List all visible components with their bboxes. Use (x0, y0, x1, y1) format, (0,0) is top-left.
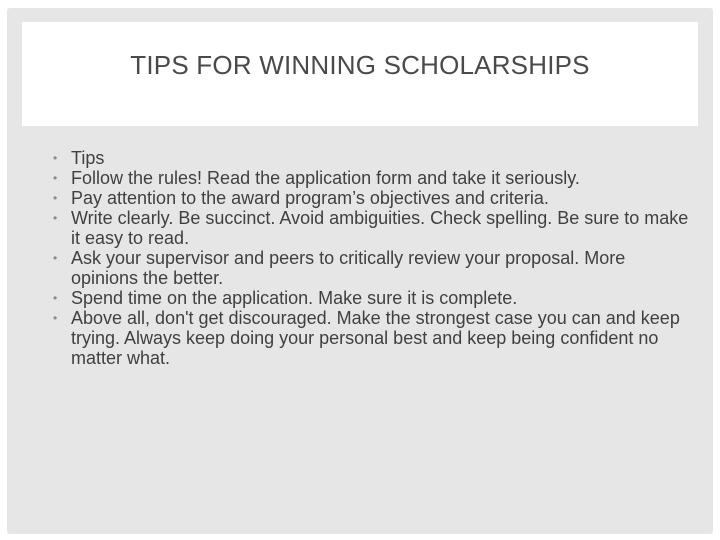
bullet-dot-icon: • (53, 251, 58, 265)
bullet-item (53, 168, 693, 188)
bullet-text: Pay attention to the award program’s objectives and criteria. (71, 188, 549, 208)
bullet-dot-icon: • (53, 151, 58, 165)
bullet-item (53, 248, 693, 288)
bullet-text: Follow the rules! Read the application form and take it seriously. (71, 168, 580, 188)
bullet-list (53, 148, 693, 368)
bullet-dot-icon: • (53, 191, 58, 205)
bullet-dot-icon: • (53, 291, 58, 305)
slide-title: TIPS FOR WINNING SCHOLARSHIPS (130, 50, 590, 80)
bullet-item (53, 188, 693, 208)
title-box (22, 22, 698, 126)
bullet-text: Ask your supervisor and peers to critically review your proposal. More opinions the better. (71, 248, 626, 288)
bullet-dot-icon: • (53, 171, 58, 185)
bullet-dot-icon: • (53, 311, 58, 325)
bullet-item (53, 148, 693, 168)
slide (7, 8, 713, 534)
bullet-item (53, 208, 693, 248)
bullet-text: Tips (71, 148, 105, 168)
bullet-text: Write clearly. Be succinct. Avoid ambiguities. Check spelling. Be sure to make it easy to read. (71, 208, 689, 248)
bullet-text: Above all, don't get discouraged. Make the strongest case you can and keep trying. Always keep doing your personal best and keep being confident no matter what. (71, 308, 680, 368)
bullet-item (53, 308, 693, 368)
bullet-text: Spend time on the application. Make sure it is complete. (71, 288, 518, 308)
bullet-item (53, 288, 693, 308)
bullet-dot-icon: • (53, 211, 58, 225)
